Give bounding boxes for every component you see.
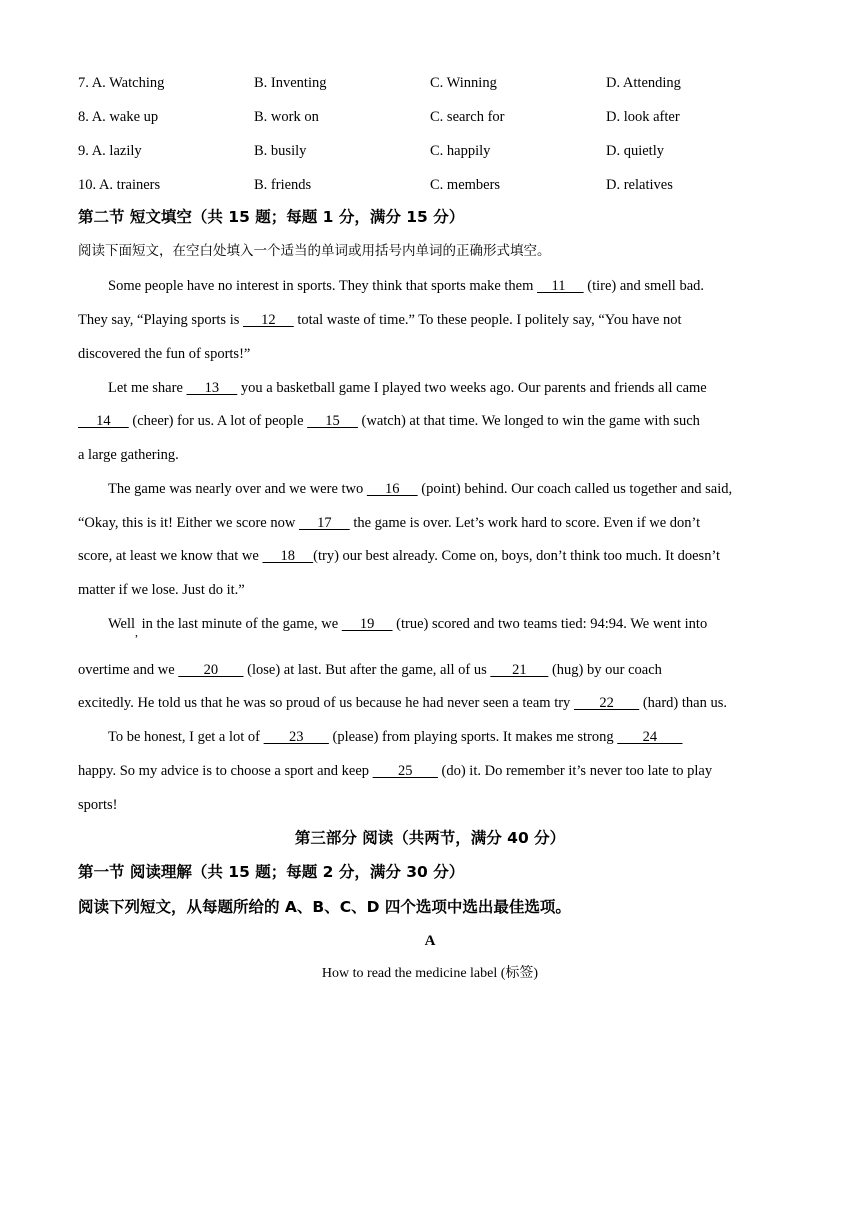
option-b: B. Inventing — [254, 75, 327, 91]
blank-20: 20 — [178, 662, 244, 678]
blank-11: 11 — [537, 278, 584, 294]
option-c: C. Winning — [430, 75, 497, 91]
passage-line: overtime and we 20 (lose) at last. But after the game, all of us 21 (hug) by our coach — [78, 662, 662, 678]
blank-16: 16 — [366, 481, 418, 497]
passage-line: Some people have no interest in sports. They think that sports make them 11 (tire) and smell bad. — [108, 278, 705, 294]
option-d: D. look after — [606, 109, 680, 125]
option-a: 7. A. Watching — [78, 75, 165, 91]
passage-letter: A — [424, 933, 436, 949]
blank-18: 18 — [262, 548, 314, 564]
passage-line: The game was nearly over and we were two 16 (point) behind. Our coach called us together and said, — [108, 481, 733, 497]
blank-24: 24 — [617, 729, 683, 745]
blank-13: 13 — [186, 380, 238, 396]
passage-line: Let me share 13 you a basketball game I played two weeks ago. Our parents and friends all came — [108, 380, 707, 396]
option-row-9 — [78, 141, 798, 161]
section-instruction: 阅读下列短文，从每题所给的 A、B、C、D 四个选项中选出最佳选项。 — [78, 898, 571, 916]
option-row-8 — [78, 107, 798, 127]
blank-21: 21 — [490, 662, 549, 678]
option-c: C. happily — [430, 143, 491, 159]
section-heading: 第一节 阅读理解（共 15 题；每题 2 分，满分 30 分） — [78, 863, 465, 881]
option-b: B. friends — [254, 177, 312, 193]
blank-22: 22 — [573, 695, 640, 711]
option-d: D. quietly — [606, 143, 664, 159]
blank-23: 23 — [263, 729, 329, 745]
passage-line: happy. So my advice is to choose a sport and keep 25 (do) it. Do remember it’s never too late to play — [78, 763, 713, 779]
passage-line: They say, “Playing sports is 12 total waste of time.” To these people. I politely say, “You have not — [78, 312, 682, 328]
blank-12: 12 — [243, 312, 294, 328]
passage-line: a large gathering. — [78, 447, 179, 463]
section-heading: 第二节 短文填空（共 15 题；每题 1 分，满分 15 分） — [78, 208, 465, 226]
passage-line: discovered the fun of sports!” — [78, 346, 251, 362]
option-a: 8. A. wake up — [78, 109, 159, 125]
option-c: C. members — [430, 177, 501, 193]
option-row-10 — [78, 175, 798, 195]
part-title: 第三部分 阅读（共两节，满分 40 分） — [294, 829, 566, 847]
option-d: D. relatives — [606, 177, 673, 193]
passage-line: Well$_,$ in the last minute of the game, we 19 (true) scored and two teams tied: 94:94. We went into — [108, 616, 708, 639]
blank-14: 14 — [78, 413, 129, 429]
passage-line: “Okay, this is it! Either we score now 17 the game is over. Let’s work hard to score. Even if we don’t — [78, 515, 701, 531]
option-row-7 — [78, 73, 798, 93]
blank-19: 19 — [341, 616, 393, 632]
blank-15: 15 — [307, 413, 358, 429]
section-instruction: 阅读下面短文，在空白处填入一个适当的单词或用括号内单词的正确形式填空。 — [78, 243, 551, 259]
passage-line: To be honest, I get a lot of 23 (please) from playing sports. It makes me strong 24 — [108, 729, 683, 745]
option-d: D. Attending — [606, 75, 681, 91]
option-a: 10. A. trainers — [78, 177, 161, 193]
passage-line: sports! — [78, 797, 118, 813]
passage-line: 14 (cheer) for us. A lot of people 15 (watch) at that time. We longed to win the game with such — [78, 413, 700, 429]
option-c: C. search for — [430, 109, 505, 125]
option-b: B. work on — [254, 109, 319, 125]
passage-line: excitedly. He told us that he was so proud of us because he had never seen a team try 22 (hard) than us. — [78, 695, 727, 711]
option-b: B. busily — [254, 143, 307, 159]
passage-line: score, at least we know that we 18 (try) our best already. Come on, boys, don’t think too much. It doesn’t — [78, 548, 721, 564]
blank-25: 25 — [372, 763, 438, 779]
passage-line: matter if we lose. Just do it.” — [78, 582, 245, 598]
option-a: 9. A. lazily — [78, 143, 142, 159]
blank-17: 17 — [298, 515, 350, 531]
passage-subtitle: How to read the medicine label (标签) — [321, 966, 539, 981]
